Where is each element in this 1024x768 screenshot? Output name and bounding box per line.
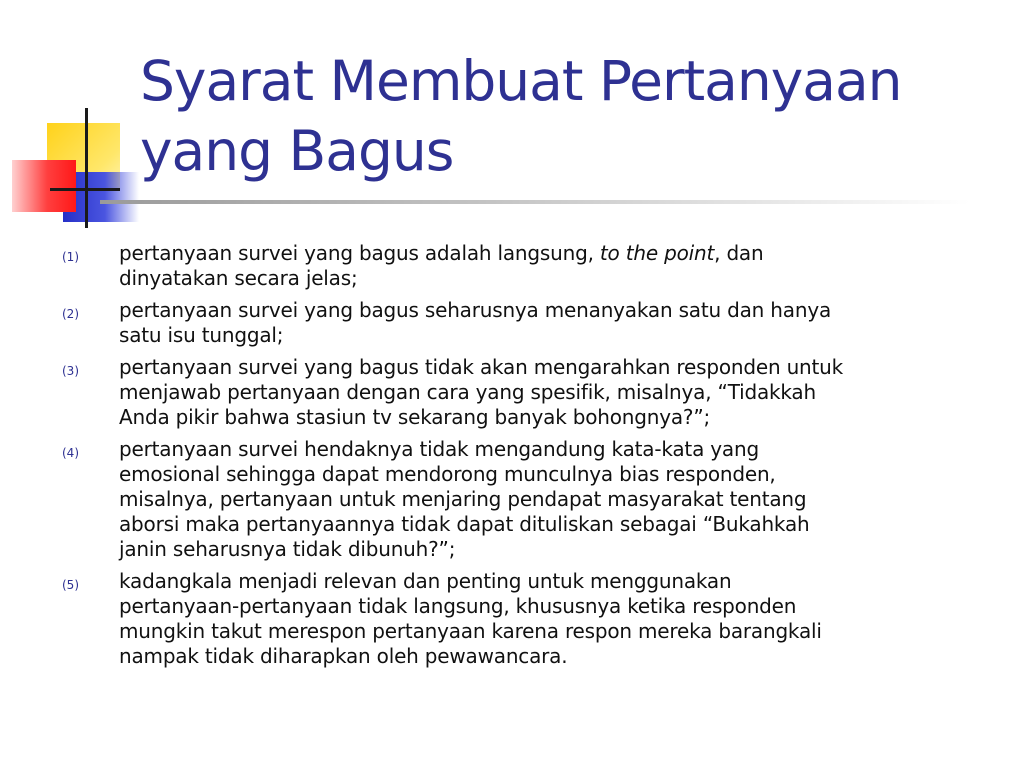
list-item-text [119, 569, 959, 669]
list-item-number: (4) [62, 446, 79, 460]
list-item-number: (3) [62, 364, 79, 378]
list-item [0, 437, 1024, 562]
list-item-text [119, 355, 959, 430]
list-item-number: (1) [62, 250, 79, 264]
text-line: aborsi maka pertanyaannya tidak dapat dituliskan sebagai “Bukahkah [119, 512, 810, 536]
italic-phrase: to the point [599, 241, 715, 265]
vertical-line-decoration [85, 108, 88, 228]
text-line [119, 241, 959, 266]
text-segment: pertanyaan survei yang bagus adalah langsung, [119, 241, 600, 265]
list-item [0, 298, 1024, 348]
slide-title-line: yang Bagus [140, 119, 454, 183]
slide-title-line: Syarat Membuat Pertanyaan [140, 49, 902, 113]
text-line: janin seharusnya tidak dibunuh?”; [119, 537, 456, 561]
list-item [0, 355, 1024, 430]
numbered-list [0, 241, 1024, 676]
title-divider-rule [100, 200, 970, 204]
list-item-text [119, 437, 959, 562]
text-line: menjawab pertanyaan dengan cara yang spesifik, misalnya, “Tidakkah [119, 380, 816, 404]
red-square-decoration [12, 160, 76, 212]
text-line: kadangkala menjadi relevan dan penting untuk menggunakan [119, 569, 732, 593]
text-line: dinyatakan secara jelas; [119, 266, 358, 290]
text-line: emosional sehingga dapat mendorong munculnya bias responden, [119, 462, 776, 486]
text-line: mungkin takut merespon pertanyaan karena respon mereka barangkali [119, 619, 822, 643]
text-line: satu isu tunggal; [119, 323, 284, 347]
horizontal-line-decoration [50, 188, 120, 191]
list-item-number: (5) [62, 578, 79, 592]
list-item-text [119, 298, 959, 348]
text-line: Anda pikir bahwa stasiun tv sekarang banyak bohongnya?”; [119, 405, 711, 429]
list-item-text [119, 241, 959, 291]
list-item [0, 569, 1024, 669]
text-line: pertanyaan survei yang bagus seharusnya menanyakan satu dan hanya [119, 298, 832, 322]
text-line: pertanyaan-pertanyaan tidak langsung, khususnya ketika responden [119, 594, 797, 618]
slide-title [140, 46, 1000, 186]
text-line: nampak tidak diharapkan oleh pewawancara. [119, 644, 568, 668]
text-line: pertanyaan survei yang bagus tidak akan mengarahkan responden untuk [119, 355, 844, 379]
text-segment: , dan [714, 241, 764, 265]
list-item [0, 241, 1024, 291]
text-line: misalnya, pertanyaan untuk menjaring pendapat masyarakat tentang [119, 487, 807, 511]
list-item-number: (2) [62, 307, 79, 321]
text-line: pertanyaan survei hendaknya tidak mengandung kata-kata yang [119, 437, 759, 461]
